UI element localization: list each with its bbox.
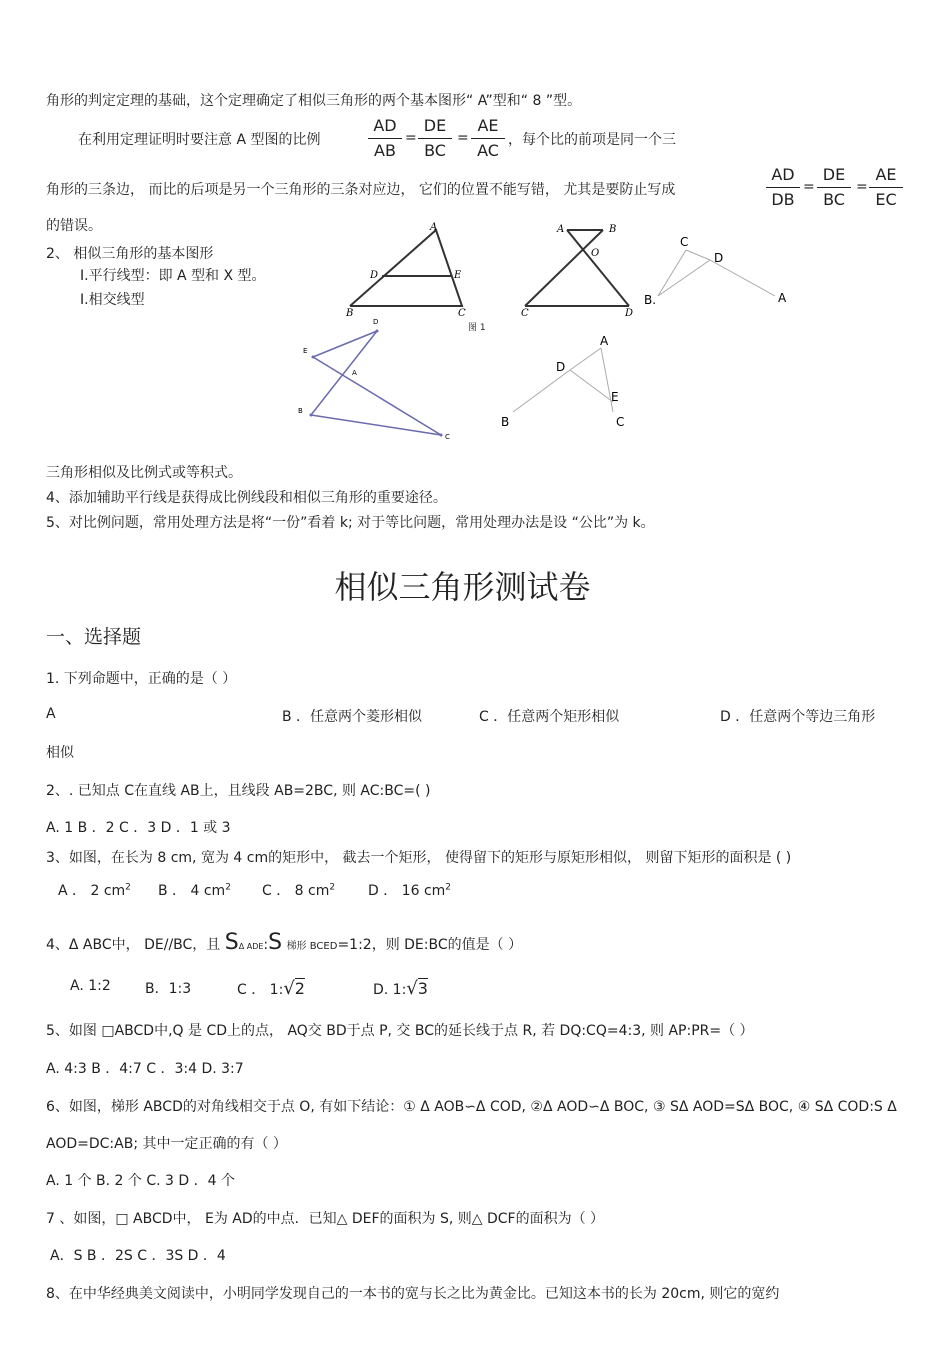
item-3: 三角形相似及比例式或等积式。 <box>46 465 242 481</box>
ratio1-num-2: DE <box>418 114 452 139</box>
q3-option-c <box>262 880 335 900</box>
radicand: 2 <box>294 979 305 998</box>
area-symbol: S <box>268 930 283 955</box>
item-2-heading: 2、 相似三角形的基本图形 <box>46 246 214 262</box>
item-4: 4、添加辅助平行线是获得成比例线段和相似三角形的重要途径。 <box>46 490 447 506</box>
q1-option-b: B ．任意两个菱形相似 <box>282 709 423 725</box>
question-3: 3、如图，在长为 8 cm, 宽为 4 cm的矩形中， 截去一个矩形， 使得留下的矩形与原矩形相似， 则留下矩形的面积是 ( ) <box>46 850 792 866</box>
label-a: A <box>600 334 609 348</box>
area-symbol: S <box>224 930 239 955</box>
q1-option-d: D ．任意两个等边三角形 <box>720 709 876 725</box>
q3-option-b <box>158 880 231 900</box>
q4-text-b: =1:2，则 DE:BC的值是（ ） <box>337 937 523 953</box>
intro-line-2-prefix: 在利用定理证明时要注意 A 型图的比例 <box>78 132 321 148</box>
label-e: E <box>611 390 619 404</box>
label-b: B <box>609 224 617 235</box>
q1-option-c: C ．任意两个矩形相似 <box>479 709 620 725</box>
question-5: 5、如图 □ABCD中,Q 是 CD上的点， AQ交 BD于点 P, 交 BC的延长线于点 R, 若 DQ:CQ=4:3, 则 AP:PR=（ ） <box>46 1023 754 1039</box>
q3-option-c-text: C ． 8 cm <box>262 883 330 899</box>
q3-option-b-text: B ． 4 cm <box>158 883 226 899</box>
superscript: 2 <box>225 882 231 893</box>
q7-options: A．S B ．2S C ．3S D ．4 <box>50 1248 226 1264</box>
sqrt-symbol: √ <box>406 978 418 999</box>
label-d: D <box>556 360 566 374</box>
ratio2-num-2: DE <box>817 163 851 188</box>
question-7: 7 、如图，□ ABCD中， E为 AD的中点．已知△ DEF的面积为 S, 则△ DCF的面积为（ ） <box>46 1211 605 1227</box>
ratio2-term-3 <box>869 163 903 212</box>
superscript: 2 <box>445 882 452 893</box>
ratio2-den-2: BC <box>823 190 845 209</box>
label-d: D <box>714 251 724 265</box>
label-a: A <box>557 224 565 235</box>
intro-line-3: 角形的三条边， 而比的后项是另一个三角形的三条对应边， 它们的位置不能写错， 尤其是要防止写成 <box>46 182 676 198</box>
ratio1-den-2: BC <box>424 141 446 160</box>
question-6-line-1: 6、如图，梯形 ABCD的对角线相交于点 O, 有如下结论：① Δ AOB∽Δ COD, ②Δ AOD∽Δ BOC, ③ SΔ AOD=SΔ BOC, ④ SΔ COD:S Δ <box>46 1099 897 1115</box>
figure-intersect-1 <box>640 230 800 310</box>
ratio2-num-3: AE <box>869 163 903 188</box>
q3-option-d-text: D ． 16 cm <box>368 883 446 899</box>
q4-option-a: A. 1:2 <box>70 978 111 994</box>
q4-option-c <box>237 978 305 999</box>
ratio2-term-1 <box>766 163 800 212</box>
label-c: C <box>445 433 450 441</box>
intro-line-4: 的错误。 <box>46 218 102 234</box>
subscript: Δ ADE <box>238 942 264 951</box>
q1-option-a: A <box>46 706 56 722</box>
superscript: 2 <box>329 882 336 893</box>
q5-options: A. 4:3 B ．4:7 C ．3:4 D. 3:7 <box>46 1061 244 1077</box>
item-2b: Ⅰ.相交线型 <box>80 292 145 308</box>
q4-option-d-text: D. 1: <box>373 982 407 998</box>
label-o: O <box>591 248 600 259</box>
radicand: 3 <box>417 979 428 998</box>
equals-sign: = <box>405 130 417 146</box>
ratio1-den-3: AC <box>477 141 499 160</box>
label-b: B <box>346 308 354 318</box>
ratio1-term-2 <box>418 114 452 163</box>
q3-option-d <box>368 880 451 900</box>
figure-x-type <box>515 218 645 318</box>
label-e: E <box>454 270 462 281</box>
figure-intersect-3 <box>495 330 645 435</box>
intro-line-2-suffix: ，每个比的前项是同一个三 <box>508 132 676 148</box>
page-title: 相似三角形测试卷 <box>334 568 591 606</box>
label-e: E <box>303 347 308 355</box>
label-d: D <box>373 318 379 326</box>
item-5: 5、对比例问题，常用处理方法是将“一份”看着 k; 对于等比问题，常用处理办法是设 “公比”为 k。 <box>46 515 655 531</box>
question-6-line-2: AOD=DC:AB; 其中一定正确的有（ ） <box>46 1136 287 1152</box>
q2-options: A. 1 B ．2 C ．3 D ．1 或 3 <box>46 820 231 836</box>
label-a: A <box>352 369 357 377</box>
superscript: 2 <box>125 882 131 893</box>
q6-options: A. 1 个 B. 2 个 C. 3 D ．4 个 <box>46 1173 235 1189</box>
label-c: C <box>458 308 466 318</box>
ratio1-term-3 <box>471 114 505 163</box>
ratio2-den-1: DB <box>771 190 795 209</box>
figure-intersect-2 <box>295 315 455 445</box>
intro-line-1: 角形的判定定理的基础，这个定理确定了相似三角形的两个基本图形“ A”型和“ 8 ”型。 <box>46 93 582 109</box>
ratio1-term-1 <box>368 114 402 163</box>
q4-text-a: 4、Δ ABC中， DE//BC，且 <box>46 937 221 953</box>
figure-caption: 图 1 <box>468 323 486 333</box>
ratio2-den-3: EC <box>875 190 897 209</box>
question-4 <box>46 930 522 955</box>
item-2a: Ⅰ.平行线型：即 A 型和 X 型。 <box>80 268 266 284</box>
q3-option-a-text: A ． 2 cm <box>58 883 126 899</box>
equals-sign: = <box>457 130 469 146</box>
ratio2-num-1: AD <box>766 163 800 188</box>
ratio1-den-1: AB <box>374 141 396 160</box>
q4-option-b: B．1:3 <box>145 981 192 997</box>
label-c: C <box>680 235 689 249</box>
label-b: B <box>298 407 303 415</box>
q4-option-d <box>373 978 428 999</box>
label-d: D <box>625 308 634 318</box>
colon: : <box>263 937 269 953</box>
question-1: 1. 下列命题中，正确的是（ ） <box>46 671 237 687</box>
label-b: B. <box>644 293 657 307</box>
sqrt-symbol: √ <box>283 978 295 999</box>
q4-option-c-text: C ． 1: <box>237 982 284 998</box>
label-b: B <box>501 415 510 429</box>
equals-sign: = <box>803 179 815 195</box>
q3-option-a <box>58 880 131 900</box>
question-2: 2、. 已知点 C在直线 AB上，且线段 AB=2BC, 则 AC:BC=( ) <box>46 783 431 799</box>
ratio2-term-2 <box>817 163 851 212</box>
label-a: A <box>430 222 438 233</box>
ratio1-num-3: AE <box>471 114 505 139</box>
label-a: A <box>778 291 787 305</box>
q1-continuation: 相似 <box>46 745 74 761</box>
section-heading: 一、选择题 <box>46 626 142 648</box>
figure-a-type <box>340 218 470 318</box>
question-8: 8、在中华经典美文阅读中，小明同学发现自己的一本书的宽与长之比为黄金比。已知这本书的长为 20cm, 则它的宽约 <box>46 1286 780 1302</box>
equals-sign: = <box>856 179 868 195</box>
label-c: C <box>616 415 625 429</box>
label-c: C <box>521 308 529 318</box>
subscript: 梯形 BCED <box>286 941 338 952</box>
ratio1-num-1: AD <box>368 114 402 139</box>
label-d: D <box>370 270 379 281</box>
